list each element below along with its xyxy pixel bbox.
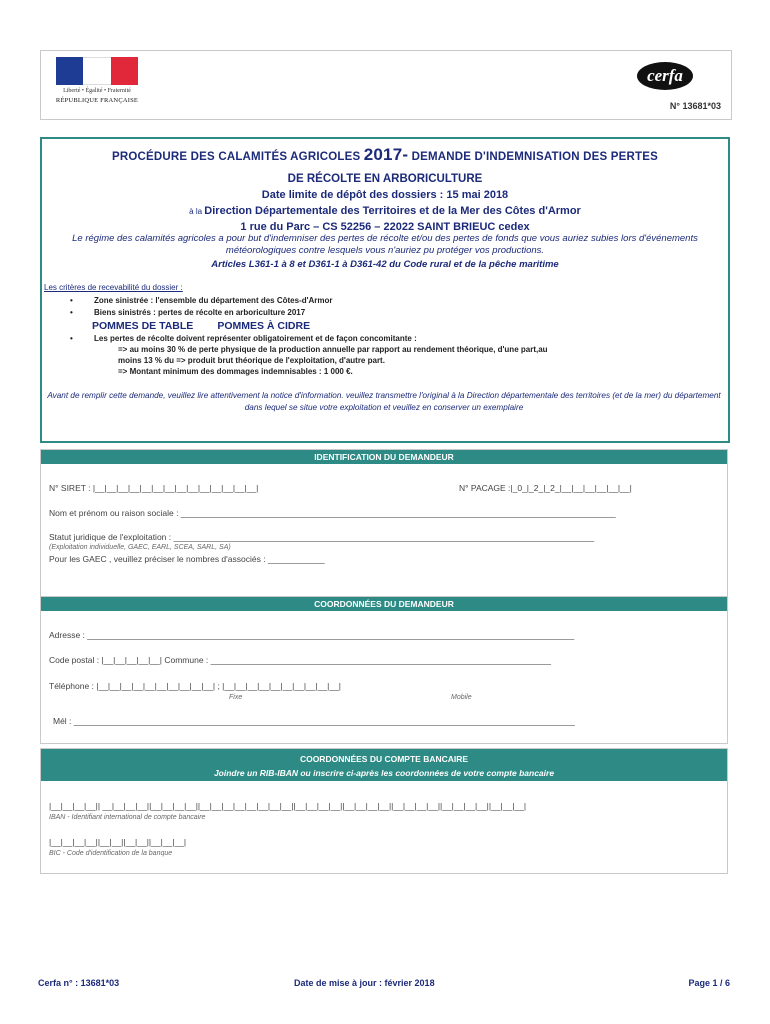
telephone-field[interactable]: Téléphone : |__|__|__|__|__|__|__|__|__|__| ; |__|__|__|__|__|__|__|__|__|__| xyxy=(49,681,342,691)
bullet-icon: • xyxy=(70,308,73,317)
telephone-mobile-hint: Mobile xyxy=(451,694,472,701)
crop-table-apples: POMMES DE TABLE xyxy=(92,320,194,332)
iban-hint: IBAN - Identifiant international de compte bancaire xyxy=(49,814,206,821)
form-header xyxy=(40,50,732,120)
bullet-icon: • xyxy=(70,296,73,305)
direction-address: 1 rue du Parc – CS 52256 – 22022 SAINT BRIEUC cedex xyxy=(240,221,530,233)
statut-hint: (Exploitation individuelle, GAEC, EARL, SCEA, SARL, SA) xyxy=(49,544,231,551)
title-year: 2017- xyxy=(363,145,409,164)
bic-hint: BIC - Code d'identification de la banque xyxy=(49,850,173,857)
criteria-item-zone xyxy=(70,296,333,305)
footer-page-number: Page 1 / 6 xyxy=(688,978,730,988)
cerfa-logo: cerfa xyxy=(637,62,693,90)
cerfa-number: N° 13681*03 xyxy=(669,101,721,111)
statut-field[interactable]: Statut juridique de l'exploitation : _________________________________________________________________________________________ xyxy=(49,532,595,542)
french-flag-icon xyxy=(56,57,138,85)
nom-field[interactable]: Nom et prénom ou raison sociale : ____________________________________________________________________________________________ xyxy=(49,508,616,518)
crop-types xyxy=(92,320,310,332)
section-title: COORDONNÉES DU DEMANDEUR xyxy=(41,597,727,611)
title-suffix: DEMANDE D'INDEMNISATION DES PERTES xyxy=(408,151,658,163)
regime-description: Le régime des calamités agricoles a pour but d'indemniser des pertes de récolte et/ou des pertes de fonds que vous auriez subies lors d'événements météorologiques contre lesquels vous n'auriez pu protéger vos productions. xyxy=(72,233,698,256)
iban-field[interactable]: |__|__|__|__|| __|__|__|__||__|__|__|__||__|__|__|__|__|__|__|__||__|__|__|__||__|__|__|__||__|__|__|__||__|__|__|__||__|__|__| xyxy=(49,801,527,811)
code-postal-commune-field[interactable]: Code postal : |__|__|__|__|__| Commune : ________________________________________________________________________ xyxy=(49,655,551,665)
criteria-sub-30pct: => au moins 30 % de perte physique de la production annuelle par rapport au rendement théorique, d'une part,au xyxy=(118,345,548,354)
criteria-title: Les critères de recevabilité du dossier : xyxy=(44,283,183,292)
criteria-sub-13pct: moins 13 % du => produit brut théorique de l'exploitation, d'autre part. xyxy=(118,356,385,365)
criteria-sub-minimum: => Montant minimum des dommages indemnisables : 1 000 €. xyxy=(118,367,353,376)
crop-cider-apples: POMMES À CIDRE xyxy=(217,320,311,332)
form-title-line1 xyxy=(42,145,728,165)
section-title: IDENTIFICATION DU DEMANDEUR xyxy=(41,450,727,464)
instructions-note: Avant de remplir cette demande, veuillez lire attentivement la notice d'information. veuillez transmettre l'original à la Direction départementale des territoires (et de la mer) du département dans lequel se situe votre exploitation et veuillez en conserver un exemplaire xyxy=(47,391,721,412)
procedure-intro-box xyxy=(40,137,730,443)
criteria-item-biens xyxy=(70,308,306,317)
title-prefix: PROCÉDURE DES CALAMITÉS AGRICOLES xyxy=(112,151,364,163)
section-compte-bancaire xyxy=(40,748,728,874)
marianne-logo xyxy=(51,57,143,113)
deadline: Date limite de dépôt des dossiers : 15 mai 2018 xyxy=(261,189,509,201)
pacage-field[interactable]: N° PACAGE :|_0_|_2_|_2_|__|__|__|__|__|__| xyxy=(459,483,632,493)
republic-motto: Liberté • Égalité • Fraternité xyxy=(63,88,131,94)
criteria-text: Zone sinistrée : l'ensemble du département des Côtes-d'Armor xyxy=(94,296,333,305)
direction-name: Direction Départementale des Territoires et de la Mer des Côtes d'Armor xyxy=(204,205,581,217)
mel-field[interactable]: Mél : __________________________________________________________________________________________________________ xyxy=(53,716,575,726)
section-title: COORDONNÉES DU COMPTE BANCAIRE xyxy=(299,754,469,764)
bic-field[interactable]: |__|__|__|__||__|__||__|__||__|__|__| xyxy=(49,837,187,847)
siret-field[interactable]: N° SIRET : |__|__|__|__|__|__|__|__|__|__|__|__|__|__| xyxy=(49,483,259,493)
criteria-item-pertes xyxy=(70,334,417,343)
legal-articles: Articles L361-1 à 8 et D361-1 à D361-42 du Code rural et de la pêche maritime xyxy=(211,259,559,270)
bullet-icon: • xyxy=(70,334,73,343)
section-coordonnees xyxy=(40,596,728,744)
gaec-associes-field[interactable]: Pour les GAEC , veuillez préciser le nombres d'associés : ____________ xyxy=(49,554,325,564)
section-identification xyxy=(40,449,728,605)
footer-update-date: Date de mise à jour : février 2018 xyxy=(294,978,435,988)
section-subtitle: Joindre un RIB-IBAN ou inscrire ci-après les coordonnées de votre compte bancaire xyxy=(213,768,555,778)
telephone-fixe-hint: Fixe xyxy=(229,694,243,701)
form-title-line2: DE RÉCOLTE EN ARBORICULTURE xyxy=(287,173,483,185)
direction-prefix: à la xyxy=(189,207,205,216)
direction xyxy=(42,205,728,217)
adresse-field[interactable]: Adresse : _______________________________________________________________________________________________________ xyxy=(49,630,575,640)
footer-cerfa-number: Cerfa n° : 13681*03 xyxy=(38,978,120,988)
criteria-text: Les pertes de récolte doivent représenter obligatoirement et de façon concomitante : xyxy=(94,334,417,343)
section-header xyxy=(41,749,727,781)
republic-name: RÉPUBLIQUE FRANÇAISE xyxy=(55,97,139,104)
criteria-text: Biens sinistrés : pertes de récolte en arboriculture 2017 xyxy=(94,308,306,317)
